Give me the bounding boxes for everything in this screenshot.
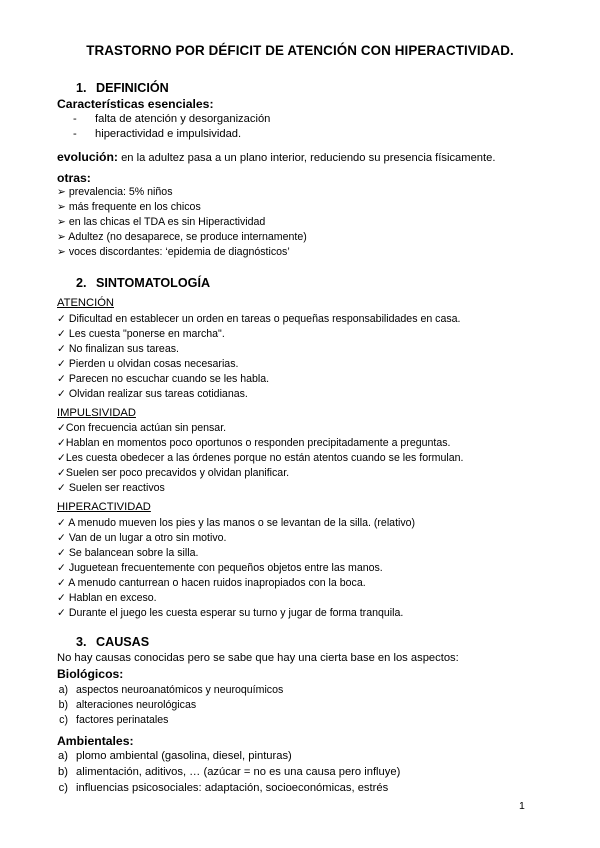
dash-bullet: - bbox=[73, 113, 77, 125]
check-icon: ✓ bbox=[57, 422, 66, 434]
impulsividad-item: ✓ Suelen ser reactivos bbox=[57, 482, 165, 494]
check-icon: ✓ bbox=[57, 607, 66, 619]
biologico-item: c) factores perinatales bbox=[59, 714, 169, 726]
check-icon: ✓ bbox=[57, 562, 66, 574]
check-icon: ✓ bbox=[57, 437, 66, 449]
atencion-item: ✓ Dificultad en establecer un orden en tareas o pequeñas responsabilidades en casa. bbox=[57, 313, 461, 325]
check-icon: ✓ bbox=[57, 452, 66, 464]
check-icon: ✓ bbox=[57, 343, 66, 355]
check-icon: ✓ bbox=[57, 388, 66, 400]
check-icon: ✓ bbox=[57, 482, 66, 494]
atencion-item: ✓ Olvidan realizar sus tareas cotidianas. bbox=[57, 388, 248, 400]
hiperactividad-item: ✓ Van de un lugar a otro sin motivo. bbox=[57, 532, 227, 544]
arrow-bullet-icon: ➢ bbox=[57, 201, 66, 213]
check-icon: ✓ bbox=[57, 532, 66, 544]
ambientales-label: Ambientales: bbox=[57, 734, 134, 748]
otras-label: otras: bbox=[57, 171, 91, 185]
atencion-item: ✓ Les cuesta "ponerse en marcha". bbox=[57, 328, 225, 340]
impulsividad-item: ✓Suelen ser poco precavidos y olvidan planificar. bbox=[57, 467, 290, 479]
arrow-bullet-icon: ➢ bbox=[57, 186, 66, 198]
section-2-heading bbox=[76, 276, 210, 290]
hiperactividad-label: HIPERACTIVIDAD bbox=[57, 501, 151, 513]
impulsividad-item: ✓Hablan en momentos poco oportunos o responden precipitadamente a preguntas. bbox=[57, 437, 451, 449]
section-1-title: DEFINICIÓN bbox=[96, 81, 169, 95]
check-icon: ✓ bbox=[57, 328, 66, 340]
section-2-number: 2. bbox=[76, 276, 87, 290]
dash-bullet: - bbox=[73, 128, 77, 140]
hiperactividad-item: ✓ Se balancean sobre la silla. bbox=[57, 547, 199, 559]
evolucion-label: evolución: bbox=[57, 150, 118, 164]
section-1-heading bbox=[76, 81, 169, 95]
evolucion-text: en la adultez pasa a un plano interior, reduciendo su presencia físicamente. bbox=[121, 152, 496, 164]
section-1-number: 1. bbox=[76, 81, 87, 95]
section-3-heading bbox=[76, 635, 149, 649]
evolucion-line bbox=[57, 150, 495, 164]
causas-intro: No hay causas conocidas pero se sabe que hay una cierta base en los aspectos: bbox=[57, 652, 459, 664]
otras-item: ➢ prevalencia: 5% niños bbox=[57, 186, 173, 198]
impulsividad-item: ✓Les cuesta obedecer a las órdenes porque no están atentos cuando se les formulan. bbox=[57, 452, 464, 464]
check-icon: ✓ bbox=[57, 577, 66, 589]
check-icon: ✓ bbox=[57, 313, 66, 325]
caracteristica-item: - falta de atención y desorganización bbox=[73, 113, 271, 125]
arrow-bullet-icon: ➢ bbox=[57, 231, 66, 243]
arrow-bullet-icon: ➢ bbox=[57, 246, 66, 258]
document-title: TRASTORNO POR DÉFICIT DE ATENCIÓN CON HIPERACTIVIDAD. bbox=[86, 43, 514, 58]
check-icon: ✓ bbox=[57, 373, 66, 385]
section-2-title: SINTOMATOLOGÍA bbox=[96, 276, 211, 290]
check-icon: ✓ bbox=[57, 517, 66, 529]
biologico-item: a) aspectos neuroanatómicos y neuroquímicos bbox=[58, 684, 284, 696]
biologico-item: b) alteraciones neurológicas bbox=[58, 699, 197, 711]
check-icon: ✓ bbox=[57, 358, 66, 370]
atencion-item: ✓ Pierden u olvidan cosas necesarias. bbox=[57, 358, 239, 370]
arrow-bullet-icon: ➢ bbox=[57, 216, 66, 228]
hiperactividad-item: ✓ A menudo mueven los pies y las manos o se levantan de la silla. (relativo) bbox=[57, 517, 416, 529]
otras-item: ➢ más frequente en los chicos bbox=[57, 201, 201, 213]
caracteristicas-label: Características esenciales: bbox=[57, 97, 214, 111]
check-icon: ✓ bbox=[57, 547, 66, 559]
hiperactividad-item: ✓ Juguetean frecuentemente con pequeños objetos entre las manos. bbox=[57, 562, 383, 574]
otras-item: ➢ voces discordantes: ‘epidemia de diagnósticos’ bbox=[57, 246, 290, 258]
hiperactividad-item: ✓ A menudo canturrean o hacen ruidos inapropiados con la boca. bbox=[57, 577, 366, 589]
section-3-number: 3. bbox=[76, 635, 87, 649]
otras-item: ➢ en las chicas el TDA es sin Hiperactividad bbox=[57, 216, 266, 228]
hiperactividad-item: ✓ Durante el juego les cuesta esperar su turno y jugar de forma tranquila. bbox=[57, 607, 404, 619]
hiperactividad-item: ✓ Hablan en exceso. bbox=[57, 592, 157, 604]
caracteristica-item: - hiperactividad e impulsividad. bbox=[73, 128, 242, 140]
atencion-item: ✓ No finalizan sus tareas. bbox=[57, 343, 179, 355]
otras-item: ➢ Adultez (no desaparece, se produce internamente) bbox=[57, 231, 307, 243]
section-3-title: CAUSAS bbox=[96, 635, 150, 649]
ambiental-item: b) alimentación, aditivos, … (azúcar = no es una causa pero influye) bbox=[58, 766, 401, 778]
biologicos-label: Biológicos: bbox=[57, 667, 124, 681]
atencion-item: ✓ Parecen no escuchar cuando se les habla. bbox=[57, 373, 270, 385]
atencion-label: ATENCIÓN bbox=[57, 297, 114, 309]
page-number: 1 bbox=[519, 800, 525, 812]
check-icon: ✓ bbox=[57, 467, 66, 479]
check-icon: ✓ bbox=[57, 592, 66, 604]
impulsividad-item: ✓Con frecuencia actúan sin pensar. bbox=[57, 422, 227, 434]
ambiental-item: c) influencias psicosociales: adaptación, socioeconómicas, estrés bbox=[58, 782, 389, 794]
impulsividad-label: IMPULSIVIDAD bbox=[57, 407, 136, 419]
ambiental-item: a) plomo ambiental (gasolina, diesel, pinturas) bbox=[58, 750, 292, 762]
